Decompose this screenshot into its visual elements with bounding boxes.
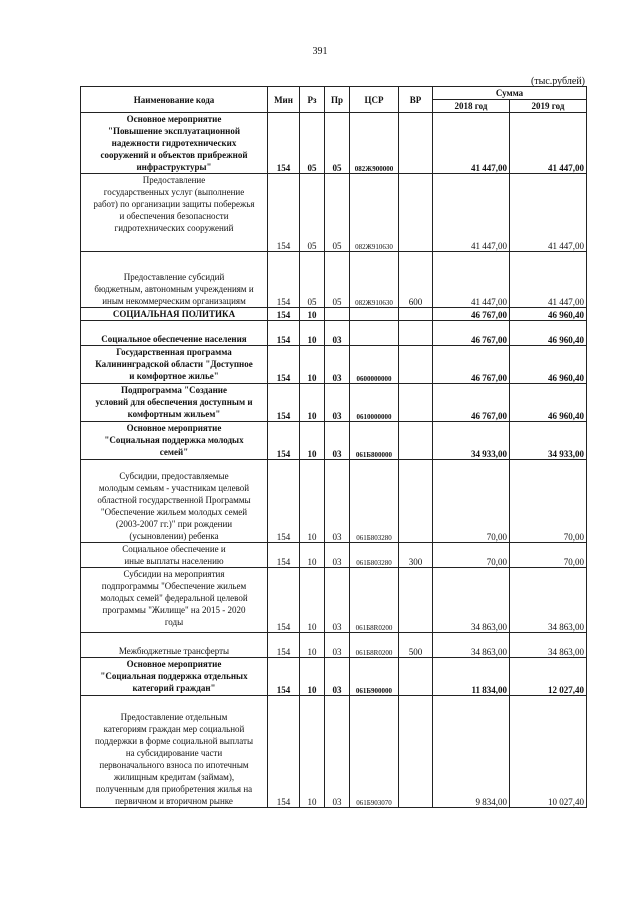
row-pr: 03 — [325, 422, 350, 460]
row-amount-2018: 46 767,00 — [433, 308, 510, 321]
col-sum-header: Сумма — [433, 87, 587, 100]
row-pr — [325, 308, 350, 321]
row-pr: 03 — [325, 633, 350, 658]
row-vr — [399, 384, 433, 422]
row-min: 154 — [268, 252, 300, 308]
row-min: 154 — [268, 543, 300, 568]
row-pr: 05 — [325, 113, 350, 174]
col-rz-header: Рз — [300, 87, 325, 113]
row-amount-2019: 41 447,00 — [510, 174, 587, 252]
row-csr: 061Б803280 — [350, 543, 399, 568]
table-row — [81, 696, 587, 808]
row-pr: 03 — [325, 543, 350, 568]
row-min: 154 — [268, 696, 300, 808]
row-name: Межбюджетные трансферты — [81, 633, 268, 658]
row-vr: 300 — [399, 543, 433, 568]
col-csr-header: ЦСР — [350, 87, 399, 113]
col-2019-header: 2019 год — [510, 100, 587, 113]
row-pr: 03 — [325, 696, 350, 808]
row-name: Предоставление субсидий бюджетным, автономным учреждениям и иным некоммерческим организациям — [81, 252, 268, 308]
row-rz: 05 — [300, 252, 325, 308]
row-pr: 05 — [325, 174, 350, 252]
row-vr — [399, 308, 433, 321]
row-min: 154 — [268, 658, 300, 696]
row-name: Предоставление отдельным категориям граждан мер социальной поддержки в форме социальной выплаты на субсидирование части первоначального взноса по ипотечным жилищным кредитам (займам), полученным для приобретения жилья на первичном и вторичном рынке — [81, 696, 268, 808]
page-number: 391 — [312, 46, 328, 57]
row-amount-2018: 41 447,00 — [433, 252, 510, 308]
row-amount-2018: 70,00 — [433, 460, 510, 543]
col-vr-header: ВР — [399, 87, 433, 113]
row-amount-2018: 34 933,00 — [433, 422, 510, 460]
row-pr: 03 — [325, 568, 350, 633]
row-amount-2019: 46 960,40 — [510, 321, 587, 346]
table-row — [81, 308, 587, 321]
row-amount-2019: 46 960,40 — [510, 308, 587, 321]
row-rz: 10 — [300, 321, 325, 346]
row-min: 154 — [268, 633, 300, 658]
row-rz: 10 — [300, 568, 325, 633]
row-name: СОЦИАЛЬНАЯ ПОЛИТИКА — [81, 308, 268, 321]
row-amount-2019: 34 933,00 — [510, 422, 587, 460]
row-vr — [399, 113, 433, 174]
row-pr: 03 — [325, 321, 350, 346]
row-min: 154 — [268, 346, 300, 384]
row-amount-2019: 46 960,40 — [510, 384, 587, 422]
row-vr: 500 — [399, 633, 433, 658]
row-min: 154 — [268, 384, 300, 422]
row-vr — [399, 321, 433, 346]
row-vr — [399, 460, 433, 543]
row-name: Основное мероприятие "Социальная поддержка отдельных категорий граждан" — [81, 658, 268, 696]
row-amount-2018: 34 863,00 — [433, 633, 510, 658]
row-min: 154 — [268, 174, 300, 252]
row-name: Основное мероприятие "Социальная поддержка молодых семей" — [81, 422, 268, 460]
row-amount-2019: 41 447,00 — [510, 252, 587, 308]
table-row — [81, 543, 587, 568]
col-name-header: Наименование кода — [81, 87, 268, 113]
row-csr: 061Б803280 — [350, 460, 399, 543]
row-csr — [350, 308, 399, 321]
row-rz: 10 — [300, 633, 325, 658]
row-min: 154 — [268, 113, 300, 174]
row-name: Социальное обеспечение и иные выплаты населению — [81, 543, 268, 568]
row-vr — [399, 658, 433, 696]
row-rz: 10 — [300, 543, 325, 568]
col-2018-header: 2018 год — [433, 100, 510, 113]
row-csr: 082Ж910630 — [350, 252, 399, 308]
units-label: (тыс.рублей) — [530, 76, 585, 87]
row-amount-2018: 46 767,00 — [433, 346, 510, 384]
row-min: 154 — [268, 568, 300, 633]
table-row — [81, 460, 587, 543]
budget-table — [80, 86, 587, 808]
row-rz: 10 — [300, 346, 325, 384]
row-name: Социальное обеспечение населения — [81, 321, 268, 346]
row-rz: 05 — [300, 113, 325, 174]
row-name: Предоставление государственных услуг (выполнение работ) по организации защиты побережья и обеспечения безопасности гидротехнических сооружений — [81, 174, 268, 252]
row-pr: 03 — [325, 658, 350, 696]
row-amount-2018: 11 834,00 — [433, 658, 510, 696]
row-min: 154 — [268, 460, 300, 543]
row-csr: 0600000000 — [350, 346, 399, 384]
row-name: Субсидии на мероприятия подпрограммы "Обеспечение жильем молодых семей" федеральной целевой программы "Жилище" на 2015 - 2020 годы — [81, 568, 268, 633]
row-rz: 05 — [300, 174, 325, 252]
row-rz: 10 — [300, 460, 325, 543]
table-row — [81, 174, 587, 252]
row-vr — [399, 568, 433, 633]
row-amount-2019: 34 863,00 — [510, 633, 587, 658]
row-min: 154 — [268, 308, 300, 321]
col-pr-header: Пр — [325, 87, 350, 113]
row-vr — [399, 346, 433, 384]
row-amount-2018: 46 767,00 — [433, 321, 510, 346]
row-csr — [350, 321, 399, 346]
row-amount-2019: 34 863,00 — [510, 568, 587, 633]
row-vr — [399, 422, 433, 460]
row-rz: 10 — [300, 308, 325, 321]
row-name: Основное мероприятие "Повышение эксплуатационной надежности гидротехнических сооружений и объектов прибрежной инфраструктуры" — [81, 113, 268, 174]
row-name: Субсидии, предоставляемые молодым семьям - участникам целевой областной государственной Программы "Обеспечение жильем молодых семей (2003-2007 гг.)" при рождении (усыновлении) ребенка — [81, 460, 268, 543]
row-vr — [399, 174, 433, 252]
row-rz: 10 — [300, 384, 325, 422]
row-rz: 10 — [300, 696, 325, 808]
table-row — [81, 346, 587, 384]
table-row — [81, 422, 587, 460]
row-amount-2018: 70,00 — [433, 543, 510, 568]
row-amount-2019: 10 027,40 — [510, 696, 587, 808]
row-csr: 0610000000 — [350, 384, 399, 422]
row-csr: 061Б8R0200 — [350, 568, 399, 633]
table-row — [81, 252, 587, 308]
row-pr: 03 — [325, 460, 350, 543]
row-amount-2018: 46 767,00 — [433, 384, 510, 422]
table-body — [81, 113, 587, 808]
row-amount-2018: 41 447,00 — [433, 174, 510, 252]
table-row — [81, 658, 587, 696]
row-amount-2019: 70,00 — [510, 543, 587, 568]
table-row — [81, 568, 587, 633]
row-min: 154 — [268, 321, 300, 346]
row-amount-2018: 41 447,00 — [433, 113, 510, 174]
row-amount-2019: 70,00 — [510, 460, 587, 543]
row-csr: 061Б903070 — [350, 696, 399, 808]
row-pr: 03 — [325, 384, 350, 422]
row-rz: 10 — [300, 658, 325, 696]
table-row — [81, 384, 587, 422]
row-pr: 05 — [325, 252, 350, 308]
table-row — [81, 321, 587, 346]
row-min: 154 — [268, 422, 300, 460]
row-pr: 03 — [325, 346, 350, 384]
col-min-header: Мин — [268, 87, 300, 113]
row-amount-2018: 34 863,00 — [433, 568, 510, 633]
row-vr — [399, 696, 433, 808]
table-row — [81, 633, 587, 658]
row-csr: 061Б900000 — [350, 658, 399, 696]
row-name: Подпрограмма "Создание условий для обеспечения доступным и комфортным жильем" — [81, 384, 268, 422]
row-csr: 082Ж900000 — [350, 113, 399, 174]
row-rz: 10 — [300, 422, 325, 460]
table-row — [81, 113, 587, 174]
row-csr: 061Б800000 — [350, 422, 399, 460]
row-amount-2019: 12 027,40 — [510, 658, 587, 696]
row-amount-2019: 46 960,40 — [510, 346, 587, 384]
row-vr: 600 — [399, 252, 433, 308]
row-csr: 061Б8R0200 — [350, 633, 399, 658]
row-amount-2019: 41 447,00 — [510, 113, 587, 174]
row-name: Государственная программа Калининградской области "Доступное и комфортное жилье" — [81, 346, 268, 384]
row-csr: 082Ж910630 — [350, 174, 399, 252]
row-amount-2018: 9 834,00 — [433, 696, 510, 808]
